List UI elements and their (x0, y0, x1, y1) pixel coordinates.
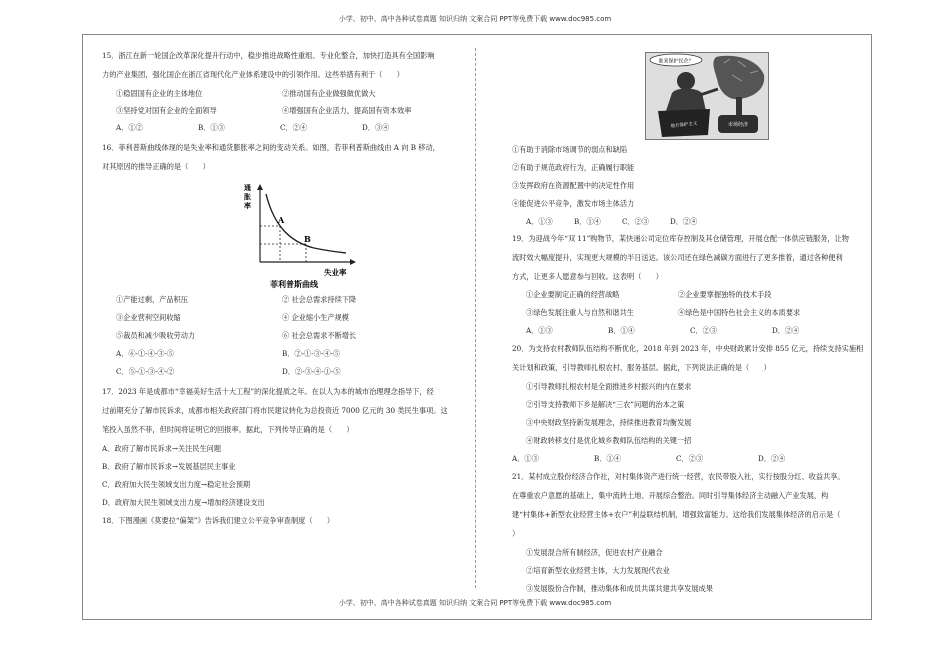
q20-option-3: ③中央财政坚持新发展理念，持续推进教育均衡发展 (526, 418, 692, 427)
page-header: 小学、初中、高中各种试卷真题 知识归纳 文案合同 PPT等免费下载 www.doc985.com (338, 15, 612, 23)
q19-stem-line-2: 流时效大幅度提升，实现更大规模的半日送达。该公司还在绿色减碳方面进行了更多推着，通过各种便利 (512, 253, 843, 262)
q15-option-1: ①稳固国有企业的主体地位 (116, 89, 203, 98)
q19-answer-b: B．①④ (608, 326, 635, 335)
phillips-curve-figure (240, 180, 360, 290)
q17-stem-line-1: 17．2023 年是成都市“幸福美好生活十大工程”的深化提质之年。在以人为本的城市治理理念指导下，经 (102, 387, 434, 396)
q20-stem-line-1: 20．为支持农村教师队伍结构不断优化，2018 年到 2023 年，中央财政累计安排 855 亿元，持续支持实施相 (512, 344, 864, 353)
q15-option-2: ②推动国有企业做强做优做大 (282, 89, 376, 98)
q20-option-2: ②引导支持教师下乡是解决“三农”问题的治本之策 (526, 400, 685, 409)
speech-bubble-text: 谁来保护民企？ (658, 58, 694, 65)
q16-answers-row-2 (102, 368, 448, 375)
q20-answer-d: D．②④ (758, 454, 786, 463)
q19-option-3: ③绿色发展注重人与自然和谐共生 (526, 308, 634, 317)
q18-option-4: ④能促进公平竞争，激发市场主体活力 (512, 199, 635, 208)
q20-option-4: ④财政转移支付是优化城乡教师队伍结构的关键一招 (526, 436, 692, 445)
q20-option-1: ①引导教师扎根农村是全面推进乡村振兴的内在要求 (526, 382, 692, 391)
q19-answer-d: D．②④ (772, 326, 800, 335)
q15-answers (102, 124, 444, 131)
q17-answer-c: C．政府加大民生领域支出力度→稳定社会预期 (102, 480, 251, 489)
q18-answer-c: C．②③ (622, 217, 650, 226)
q15-stem-line-1: 15．浙江在新一轮国企改革深化提升行动中，稳步推进战略性重组、专业化整合，加快打造具有全国影响 (102, 51, 435, 60)
q21-stem-line-3: 建“村集体+新型农业经营主体+农户”利益联结机制，增强致富能力。这给我们发展集体经济的启示是（ (512, 510, 841, 519)
q18-stem: 18．下图漫画《莫要拉“偏架”》告诉我们建立公平竞争审查制度（ ） (102, 516, 335, 525)
q19-option-1: ①企业要制定正确的经营战略 (526, 290, 620, 299)
q16-option-6: ⑥ 社会总需求不断增长 (282, 331, 357, 340)
q17-stem-line-2: 过前期充分了解市民诉求，成都市相关政府部门将市民建议转化为总投资近 7000 亿元的 30 类民生事项。这 (102, 406, 448, 415)
q16-answer-a: A．⑥-①-④-③-⑤ (116, 349, 175, 358)
q21-stem-line-4: ） (512, 529, 520, 538)
q18-answer-d: D．②④ (670, 217, 698, 226)
q16-answer-d: D．②-③-④-①-⑤ (282, 367, 341, 376)
phillips-curve-chart (240, 180, 360, 290)
point-b-label: B (304, 234, 311, 244)
q15-options-row-2 (102, 107, 448, 114)
q18-option-1: ①有助于消除市场调节的弱点和缺陷 (512, 145, 628, 154)
q18-comic-image (645, 52, 769, 140)
q16-option-3: ③企业营利空间收缩 (116, 313, 181, 322)
q19-option-4: ④绿色是中国特色社会主义的本质要求 (678, 308, 801, 317)
q15-answer-b: B．①③ (198, 123, 225, 132)
comic-label-right: 市场经济 (727, 122, 749, 128)
chart-ylabel-2: 胀 (244, 192, 251, 201)
q18-option-3: ③发挥政府在资源配置中的决定性作用 (512, 181, 635, 190)
q20-stem-line-2: 关计划和政策，引导教师扎根农村、服务基层。据此，下列说法正确的是（ ） (512, 363, 771, 372)
q17-answer-b: B．政府了解市民诉求→发展基层民主事业 (102, 462, 236, 471)
chart-caption: 菲利普斯曲线 (270, 279, 318, 289)
q16-option-1: ①产能过剩，产品积压 (116, 295, 188, 304)
q21-option-1: ①发展混合所有制经济，促进农村产业融合 (526, 548, 663, 557)
q21-stem-line-1: 21．某村成立股份经济合作社，对村集体资产进行统一经营，农民带股入社，实行按股分红、收益共享。 (512, 472, 845, 481)
chart-ylabel-3: 率 (244, 201, 251, 210)
q17-stem-line-3: 笔投入虽然不菲，但时间将证明它的回报率。据此，下列传导正确的是（ ） (102, 425, 354, 434)
q20-answer-a: A．①③ (512, 454, 539, 463)
tree-trunk (736, 97, 742, 117)
q16-options-row-2 (102, 314, 448, 321)
y-axis-arrow (257, 184, 263, 190)
q16-option-4: ④ 企业缩小生产规模 (282, 313, 349, 322)
q15-answer-d: D．③④ (362, 123, 390, 132)
q16-answer-c: C．⑤-①-③-④-② (116, 367, 175, 376)
q16-option-5: ⑤裁员和减少吸收劳动力 (116, 331, 196, 340)
q15-stem-line-2: 力的产业集团，强化国企在浙江省现代化产业体系建设中的引领作用。这些举措有利于（ ） (102, 70, 404, 79)
q16-answers-row-1 (102, 350, 448, 357)
q16-options-row-3 (102, 332, 448, 339)
q15-answer-a: A．①② (116, 123, 143, 132)
column-divider (475, 48, 476, 588)
q18-comic-drawing (646, 53, 768, 139)
q19-answer-c: C．②③ (690, 326, 718, 335)
q18-option-2: ②有助于规范政府行为，正确履行职能 (512, 163, 635, 172)
q20-answer-c: C．②③ (676, 454, 704, 463)
q19-option-2: ②企业要掌握独特的技术手段 (678, 290, 772, 299)
q17-answer-d: D．政府加大民生领域支出力度→增加经济建设支出 (102, 498, 265, 507)
q19-answer-a: A．①③ (526, 326, 553, 335)
point-a-label: A (278, 215, 285, 225)
q19-options-row-1 (512, 291, 771, 298)
chart-ylabel-1: 通 (244, 183, 251, 192)
q16-options-row-1 (102, 296, 448, 303)
q20-answers (512, 455, 840, 462)
q19-stem-line-1: 19．为迎战今年“双 11”购物节，某快递公司定位库存控制及其仓储管理，开展仓配一体供应链服务，让物 (512, 234, 849, 243)
q16-option-2: ② 社会总需求持续下降 (282, 295, 357, 304)
figure-head (677, 72, 695, 90)
q21-stem-line-2: 在尊重农户意愿的基础上，集中流转土地、开展综合整治。同时引导集体经济主动融入产业发展，构 (512, 491, 829, 500)
x-axis-arrow (350, 259, 356, 265)
q21-option-3: ③发展股份合作制，推动集体和成员共谋共建共享发展成果 (526, 584, 713, 593)
chart-xlabel: 失业率 (324, 268, 347, 277)
q18-answer-a: A．①③ (526, 217, 553, 226)
q21-option-2: ②培育新型农业经营主体，大力发展现代农业 (526, 566, 670, 575)
q15-options-row-1 (102, 90, 448, 97)
page-footer: 小学、初中、高中各种试卷真题 知识归纳 文案合同 PPT等免费下载 www.doc985.com (338, 599, 612, 607)
q16-stem-line-2: 对其原因的推导正确的是（ ） (102, 162, 210, 171)
q19-answers (512, 327, 854, 334)
q18-answers (512, 218, 718, 225)
q15-answer-c: C．②④ (280, 123, 308, 132)
q18-answer-b: B．①④ (574, 217, 601, 226)
q15-option-3: ③坚持党对国有企业的全面领导 (116, 106, 217, 115)
q16-answer-b: B．②-①-③-④-⑤ (282, 349, 341, 358)
q20-answer-b: B．①④ (594, 454, 621, 463)
q19-stem-line-3: 方式，让更多人愿意参与回收。这表明（ ） (512, 272, 663, 281)
q19-options-row-2 (512, 309, 800, 316)
q16-stem-line-1: 16．菲利普斯曲线体现的是失业率和通货膨胀率之间的变动关系。如图，若菲利普斯曲线由 A 向 B 移动， (102, 143, 440, 152)
q17-answer-a: A．政府了解市民诉求→关注民生问题 (102, 444, 222, 453)
q15-option-4: ④增强国有企业活力，提高国有资本效率 (282, 106, 412, 115)
comic-label-left: 地方保护主义 (670, 121, 698, 130)
